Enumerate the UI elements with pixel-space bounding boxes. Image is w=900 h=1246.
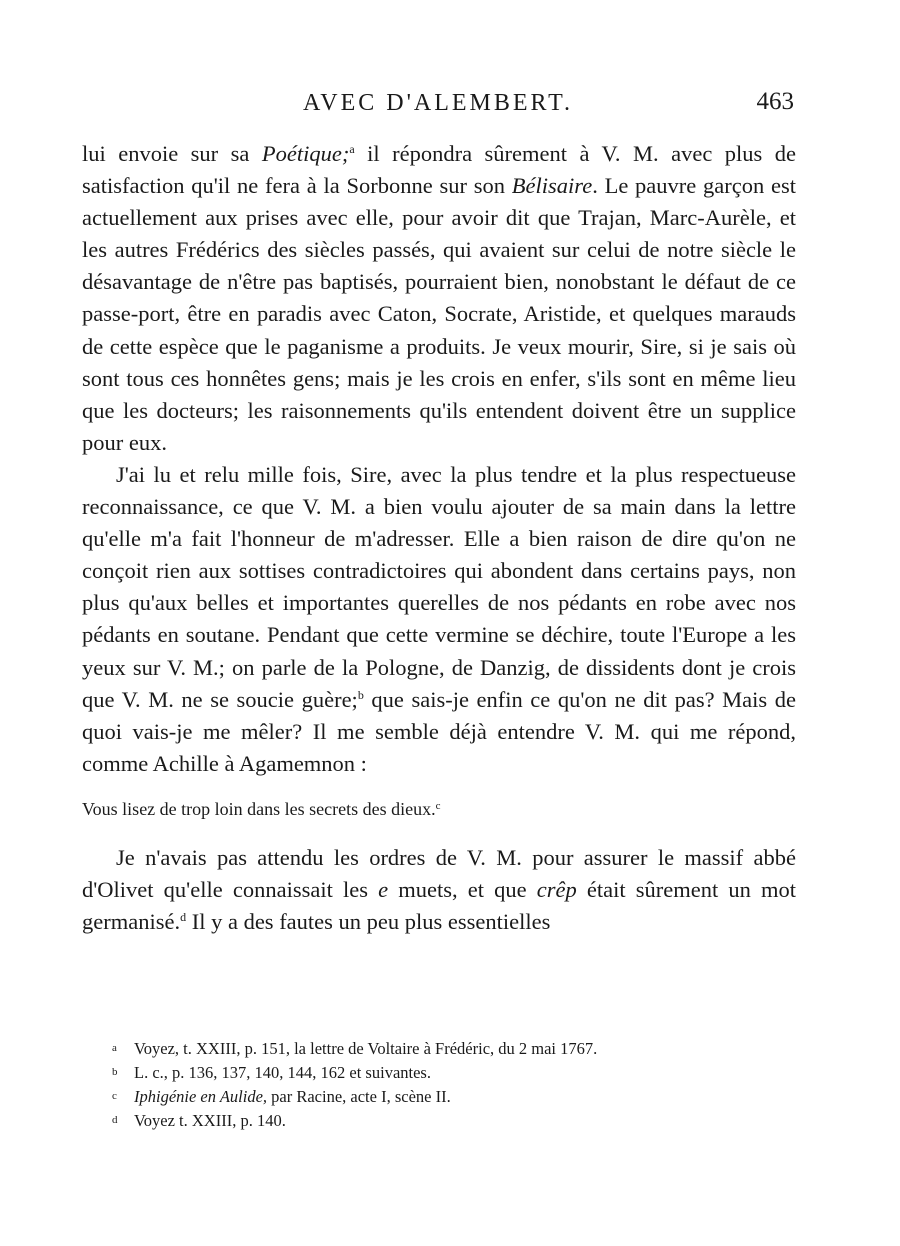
footnote-d — [112, 1109, 752, 1133]
footnote-text — [134, 1085, 752, 1109]
footnote-mark: b — [112, 1066, 118, 1078]
text-run: Je n'avais pas attendu les ordres de V. M. pour assurer le massif abbé d'Olivet qu'elle connaissait les — [82, 844, 796, 902]
footnote-text: Voyez t. XXIII, p. 140. — [134, 1111, 286, 1130]
verse-text: Vous lisez de trop loin dans les secrets des dieux. — [82, 798, 436, 819]
footnote-mark: d — [112, 1114, 118, 1126]
footnotes — [112, 1037, 752, 1133]
running-title: AVEC D'ALEMBERT. — [303, 90, 573, 116]
body-text — [82, 138, 796, 938]
paragraph-3 — [82, 842, 796, 938]
text-run: muets, et que — [388, 876, 537, 902]
footnote-text: Voyez, t. XXIII, p. 151, la lettre de Voltaire à Frédéric, du 2 mai 1767. — [134, 1039, 598, 1058]
footnote-ref-b: b — [357, 687, 364, 702]
italic-e: e — [378, 876, 389, 902]
italic-title-iphigenie: Iphigénie en Aulide, — [134, 1087, 268, 1106]
text-run: était sûrement un mot germanisé. — [82, 876, 796, 935]
italic-crep: crêp — [536, 876, 577, 902]
footnote-b — [112, 1061, 752, 1085]
footnote-ref-d: d — [180, 910, 187, 925]
page-number: 463 — [756, 88, 794, 115]
page-header — [82, 90, 794, 124]
verse-quote — [82, 798, 796, 820]
text-run: que sais-je enfin ce qu'on ne dit pas? Mais de quoi vais-je me mêler? Il me semble déjà entendre V. M. qui me répond, comme Achille à Agamemnon : — [82, 686, 796, 776]
text-run: . Le pauvre garçon est actuellement aux prises avec elle, pour avoir dit que Trajan, Marc-Aurèle, et les autres Frédérics des siècles passés, qui avaient sur celui de notre siècle le désavantage de n'être pas baptisés, pourraient bien, nonobstant le défaut de ce passe-port, être en paradis avec Caton, Socrate, Aristide, et quelques marauds de cette espèce que le paganisme a produits. Je veux mourir, Sire, si je sais où sont tous ces honnêtes gens; mais je les crois en enfer, s'ils sont en même lieu que les docteurs; les raisonnements qu'ils entendent doivent être un supplice pour eux. — [82, 173, 797, 455]
italic-title-belisaire: Bélisaire — [511, 173, 593, 199]
footnote-mark: a — [112, 1042, 117, 1054]
italic-title-poetique: Poétique; — [261, 141, 350, 166]
text-run: Il y a des fautes un peu plus essentielles — [186, 909, 551, 935]
footnote-a — [112, 1037, 752, 1061]
footnote-ref-a: a — [349, 142, 355, 156]
footnote-text: L. c., p. 136, 137, 140, 144, 162 et suivantes. — [134, 1063, 431, 1082]
text-run: lui envoie sur sa — [82, 141, 262, 166]
paragraph-1 — [82, 138, 796, 459]
paragraph-2 — [82, 459, 796, 780]
text-run: par Racine, acte I, scène II. — [267, 1087, 451, 1106]
footnote-ref-c: c — [435, 799, 441, 812]
footnote-mark: c — [112, 1090, 117, 1102]
text-run: il répondra sûrement à V. M. avec plus de satisfaction qu'il ne fera à la Sorbonne sur son — [82, 141, 797, 199]
text-run: J'ai lu et relu mille fois, Sire, avec la plus tendre et la plus respectueuse reconnaissance, ce que V. M. a bien voulu ajouter de sa main dans la lettre qu'elle m'a fait l'honneur de m'adresser. Elle a bien raison de dire qu'on ne conçoit rien aux sottises contradictoires qui abondent dans certains pays, non plus qu'aux belles et importantes querelles de nos pédants en robe avec nos pédants en soutane. Pendant que cette vermine se déchire, toute l'Europe a les yeux sur V. M.; on parle de la Pologne, de Danzig, de dissidents dont je crois que V. M. ne se soucie guère; — [82, 461, 796, 712]
footnote-c — [112, 1085, 752, 1109]
